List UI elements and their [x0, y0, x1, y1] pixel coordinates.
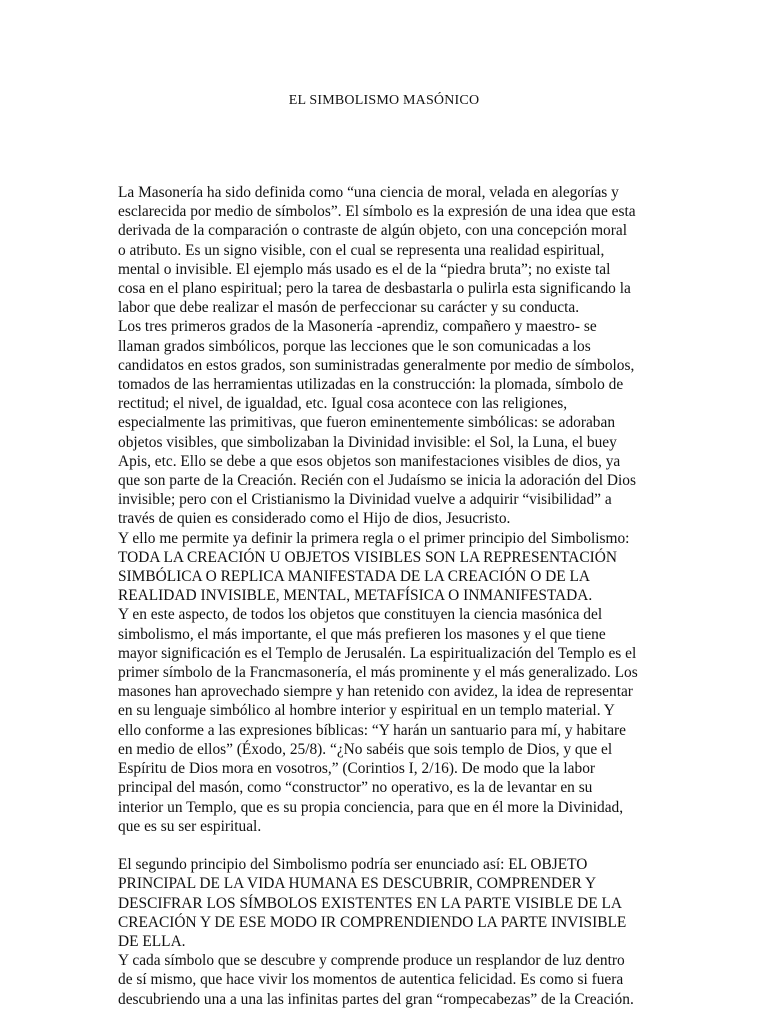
paragraph-spacer [118, 836, 638, 855]
document-body [118, 183, 638, 1009]
paragraph-symbolic-degrees: Los tres primeros grados de la Masonería -aprendiz, compañero y maestro- se llaman grados simbólicos, porque las lecciones que le son comunicadas a los candidatos en estos grados, son suministradas generalmente por medio de símbolos, tomados de las herramientas utilizadas en la construcción: la plomada, símbolo de rectitud; el nivel, de igualdad, etc. Igual cosa acontece con las religiones, especialmente las primitivas, que fueron eminentemente simbólicas: se adoraban objetos visibles, que simbolizaban la Divinidad invisible: el Sol, la Luna, el buey Apis, etc. Ello se debe a que esos objetos son manifestaciones visibles de dios, ya que son parte de la Creación. Recién con el Judaísmo se inicia la adoración del Dios invisible; pero con el Cristianismo la Divinidad vuelve a adquirir “visibilidad” a través de quien es considerado como el Hijo de dios, Jesucristo. [118, 318, 636, 528]
paragraph-second-principle: El segundo principio del Simbolismo podría ser enunciado así: EL OBJETO PRINCIPAL DE LA VIDA HUMANA ES DESCUBRIR, COMPRENDER Y DESCIFRAR LOS SÍMBOLOS EXISTENTES EN LA PARTE VISIBLE DE LA CREACIÓN Y DE ESE MODO IR COMPRENDIENDO LA PARTE INVISIBLE DE ELLA. [118, 856, 627, 950]
paragraph-first-principle: Y ello me permite ya definir la primera regla o el primer principio del Simbolismo: TODA LA CREACIÓN U OBJETOS VISIBLES SON LA REPRESENTACIÓN SIMBÓLICA O REPLICA MANIFESTADA DE LA CREACIÓN O DE LA REALIDAD INVISIBLE, MENTAL, METAFÍSICA O INMANIFESTADA. [118, 529, 630, 605]
paragraph-temple: Y en este aspecto, de todos los objetos que constituyen la ciencia masónica del simbolismo, el más importante, el que más prefieren los masones y el que tiene mayor significación es el Templo de Jerusalén. La espiritualización del Templo es el primer símbolo de la Francmasonería, el más prominente y el más generalizado. Los masones han aprovechado siempre y han retenido con avidez, la idea de representar en su lenguaje simbólico al hombre interior y espiritual en un templo material. Y ello conforme a las expresiones bíblicas: “Y harán un santuario para mí, y habitare en medio de ellos” (Éxodo, 25/8). “¿No sabéis que sois templo de Dios, y que el Espíritu de Dios mora en vosotros,” (Corintios I, 2/16). De modo que la labor principal del masón, como “constructor” no operativo, es la de levantar en su interior un Templo, que es su propia conciencia, para que en él more la Divinidad, que es su ser espiritual. [118, 606, 638, 835]
paragraph-light: Y cada símbolo que se descubre y comprende produce un resplandor de luz dentro de sí mismo, que hace vivir los momentos de autentica felicidad. Es como si fuera descubriendo una a una las infinitas partes del gran “rompecabezas” de la Creación. [118, 952, 634, 1008]
paragraph-definition: La Masonería ha sido definida como “una ciencia de moral, velada en alegorías y esclarecida por medio de símbolos”. El símbolo es la expresión de una idea que esta derivada de la comparación o contraste de algún objeto, con una concepción moral o atributo. Es un signo visible, con el cual se representa una realidad espiritual, mental o invisible. El ejemplo más usado es el de la “piedra bruta”; no existe tal cosa en el plano espiritual; pero la tarea de desbastarla o pulirla esta significando la labor que debe realizar el masón de perfeccionar su carácter y su conducta. [118, 184, 636, 317]
document-title: EL SIMBOLISMO MASÓNICO [288, 93, 480, 108]
